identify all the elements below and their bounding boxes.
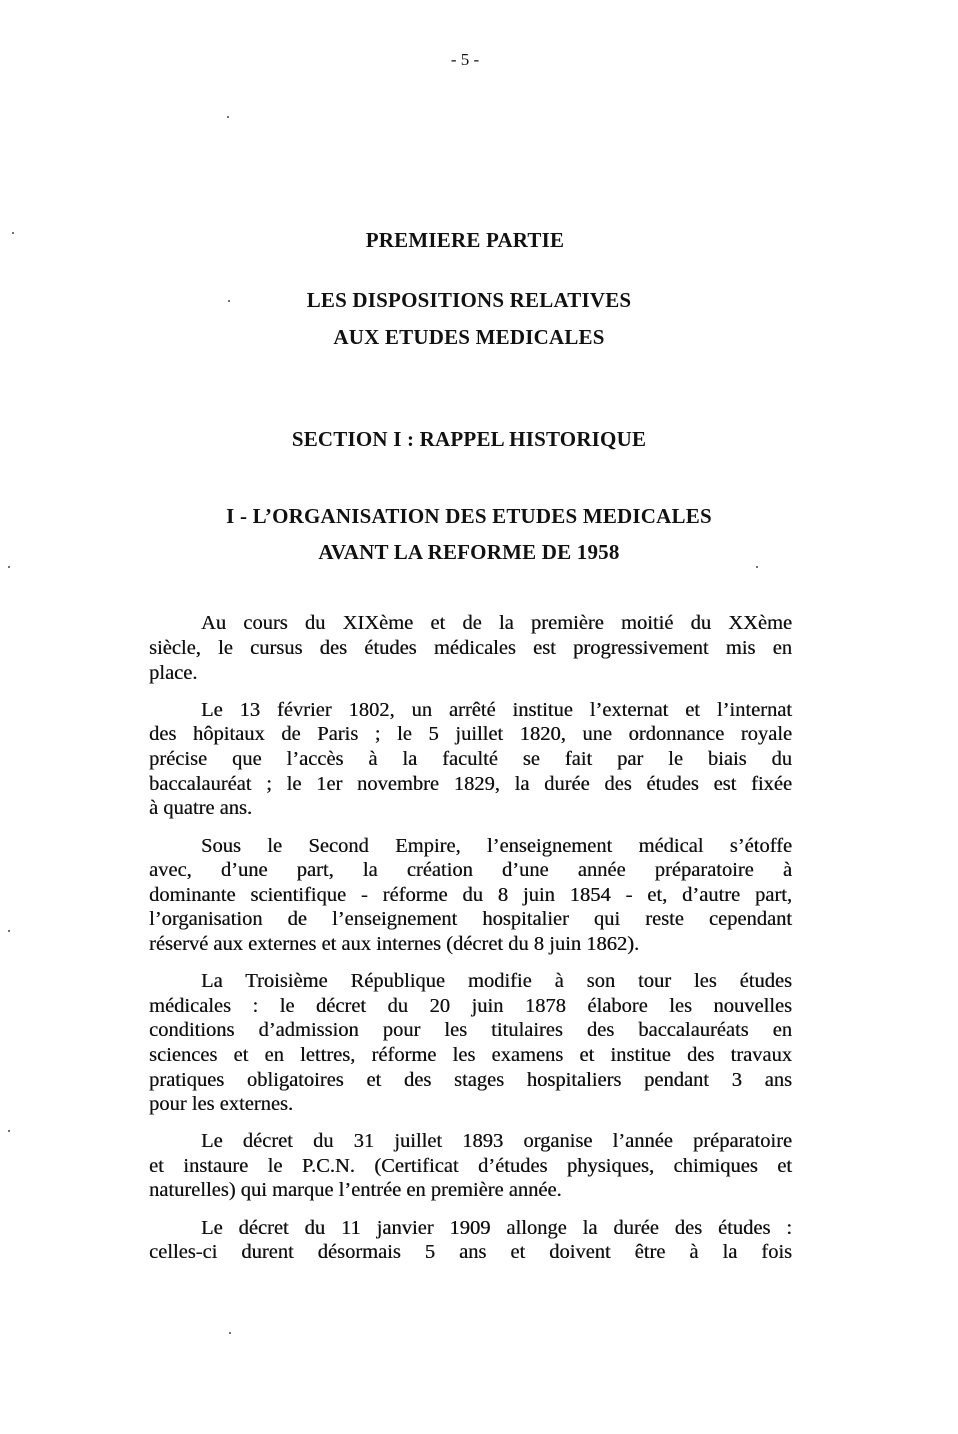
text-line: Sous le Second Empire, l’enseignement médical s’étoffe [201,835,792,857]
scan-speck [12,232,14,234]
text-line: et instaure le P.C.N. (Certificat d’études physiques, chimiques et [149,1155,792,1177]
text-line: La Troisième République modifie à son tour les études [201,970,792,992]
scan-speck [8,566,10,568]
text-line: Le 13 février 1802, un arrêté institue l’externat et l’internat [201,699,792,721]
part-subtitle-line-2: AUX ETUDES MEDICALES [333,325,605,349]
text-line: conditions d’admission pour les titulaires des baccalauréats en [149,1019,792,1041]
text-line: dominante scientifique - réforme du 8 juin 1854 - et, d’autre part, [149,884,792,906]
scan-speck [8,1130,10,1132]
text-line: l’organisation de l’enseignement hospitalier qui reste cependant [149,908,792,930]
text-line: pratiques obligatoires et des stages hospitaliers pendant 3 ans [149,1069,792,1091]
part-subtitle-line-1: LES DISPOSITIONS RELATIVES [306,288,632,312]
scan-speck [8,930,10,932]
text-line: réservé aux externes et aux internes (décret du 8 juin 1862). [149,933,640,955]
scan-speck [228,300,230,302]
text-line: Le décret du 11 janvier 1909 allonge la durée des études : [201,1217,792,1239]
text-line: des hôpitaux de Paris ; le 5 juillet 1820, une ordonnance royale [149,723,792,745]
part-title: PREMIERE PARTIE [365,228,565,252]
text-line: naturelles) qui marque l’entrée en première année. [149,1179,562,1201]
scan-speck [229,1332,231,1334]
scan-speck [756,566,758,568]
text-line: Le décret du 31 juillet 1893 organise l’année préparatoire [201,1130,792,1152]
chapter-title-line-2: AVANT LA REFORME DE 1958 [318,540,620,564]
text-line: Au cours du XIXème et de la première moitié du XXème [201,612,792,634]
page-number: - 5 - [450,50,480,69]
text-line: place. [149,662,198,684]
text-line: avec, d’une part, la création d’une année préparatoire à [149,859,792,881]
text-line: à quatre ans. [149,797,253,819]
scan-speck [227,116,229,118]
text-line: celles-ci durent désormais 5 ans et doivent être à la fois [149,1241,792,1263]
text-line: siècle, le cursus des études médicales est progressivement mis en [149,637,792,659]
text-line: médicales : le décret du 20 juin 1878 élabore les nouvelles [149,995,792,1017]
text-line: baccalauréat ; le 1er novembre 1829, la durée des études est fixée [149,773,792,795]
chapter-title-line-1: I - L’ORGANISATION DES ETUDES MEDICALES [226,504,712,528]
section-title: SECTION I : RAPPEL HISTORIQUE [291,427,647,451]
text-line: sciences et en lettres, réforme les examens et institue des travaux [149,1044,792,1066]
text-line: précise que l’accès à la faculté se fait par le biais du [149,748,792,770]
text-line: pour les externes. [149,1093,294,1115]
